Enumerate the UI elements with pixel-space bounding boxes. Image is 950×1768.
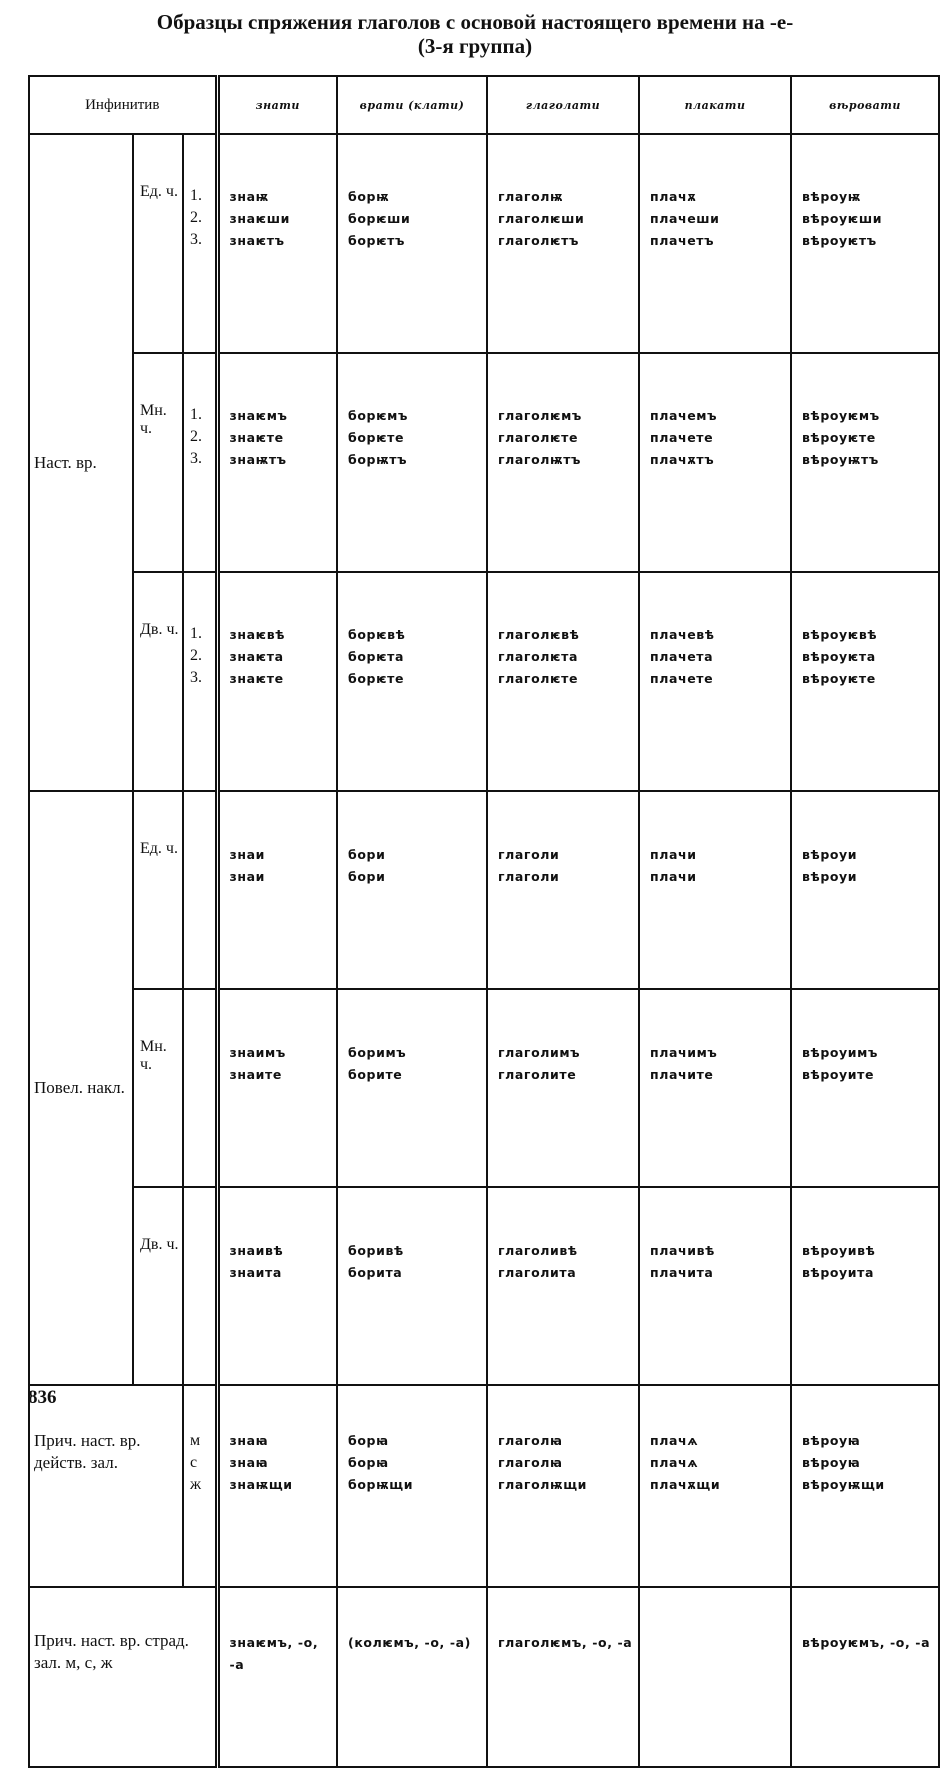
active-participle-label: Прич. наст. вр. действ. зал. — [29, 1385, 183, 1587]
imperative-dual-row — [29, 1187, 939, 1385]
form-cell: знаѥвѣ знаѥта знаѥте — [217, 572, 337, 791]
page-number: 836 — [28, 1387, 57, 1408]
infinitive-header: Инфинитив — [29, 76, 217, 134]
form-cell: вѣроуꙗ вѣроуꙗ вѣроуѭщи — [791, 1385, 939, 1587]
conjugation-table — [28, 75, 940, 1768]
page-title — [0, 10, 950, 58]
verb-header-1: знати — [217, 76, 337, 134]
form-cell: вѣроуи вѣроуи — [791, 791, 939, 989]
verb-header-4: плакати — [639, 76, 791, 134]
number-label: Дв. ч. — [133, 572, 183, 791]
form-cell: глаголꙗ глаголꙗ глаголѭщи — [487, 1385, 639, 1587]
form-cell: глаголимъ глаголите — [487, 989, 639, 1187]
imperative-label: Повел. накл. — [29, 791, 133, 1385]
form-cell: плачѧ плачѧ плачѫщи — [639, 1385, 791, 1587]
form-cell: вѣроуѥмъ вѣроуѥте вѣроуѭтъ — [791, 353, 939, 572]
title-line-2: (3-я группа) — [417, 34, 533, 58]
verb-header-5: вѣровати — [791, 76, 939, 134]
form-cell: борѭ борѥши борѥтъ — [337, 134, 487, 353]
passive-participle-row — [29, 1587, 939, 1767]
form-cell: вѣроуѥвѣ вѣроуѥта вѣроуѥте — [791, 572, 939, 791]
number-label: Ед. ч. — [133, 134, 183, 353]
form-cell: плачемъ плачете плачѫтъ — [639, 353, 791, 572]
person-labels — [183, 1187, 217, 1385]
person-labels — [183, 791, 217, 989]
form-cell: плачимъ плачите — [639, 989, 791, 1187]
number-label: Дв. ч. — [133, 1187, 183, 1385]
form-cell: боривѣ борита — [337, 1187, 487, 1385]
form-cell: знаимъ знаите — [217, 989, 337, 1187]
form-cell: глаголѥмъ, -о, -а — [487, 1587, 639, 1767]
header-row — [29, 76, 939, 134]
form-cell: борѥвѣ борѥта борѥте — [337, 572, 487, 791]
number-label: Мн. ч. — [133, 353, 183, 572]
form-cell: бори бори — [337, 791, 487, 989]
present-dual-row — [29, 572, 939, 791]
form-cell: знаѥмъ знаѥте знаѭтъ — [217, 353, 337, 572]
number-label: Мн. ч. — [133, 989, 183, 1187]
form-cell: глаголивѣ глаголита — [487, 1187, 639, 1385]
form-cell: вѣроуимъ вѣроуите — [791, 989, 939, 1187]
gender-labels: м с ж — [183, 1385, 217, 1587]
imperative-singular-row — [29, 791, 939, 989]
passive-participle-label: Прич. наст. вр. страд. зал. м, с, ж — [29, 1587, 217, 1767]
form-cell: боримъ борите — [337, 989, 487, 1187]
form-cell: знаивѣ знаита — [217, 1187, 337, 1385]
form-cell: знаи знаи — [217, 791, 337, 989]
form-cell: борꙗ борꙗ борѭщи — [337, 1385, 487, 1587]
form-cell: вѣроуѥмъ, -о, -а — [791, 1587, 939, 1767]
form-cell: глаголѭ глаголѥши глаголѥтъ — [487, 134, 639, 353]
form-cell — [639, 1587, 791, 1767]
form-cell: знаѭ знаѥши знаѥтъ — [217, 134, 337, 353]
person-labels: 1. 2. 3. — [183, 134, 217, 353]
form-cell: плачи плачи — [639, 791, 791, 989]
form-cell: плачевѣ плачета плачете — [639, 572, 791, 791]
form-cell: борѥмъ борѥте борѭтъ — [337, 353, 487, 572]
present-label: Наст. вр. — [29, 134, 133, 791]
form-cell: вѣроуѭ вѣроуѥши вѣроуѥтъ — [791, 134, 939, 353]
title-line-1: Образцы спряжения глаголов с основой настоящего времени на -е- — [156, 10, 794, 34]
form-cell: плачѫ плачеши плачетъ — [639, 134, 791, 353]
verb-header-2: врати (клати) — [337, 76, 487, 134]
person-labels: 1. 2. 3. — [183, 353, 217, 572]
imperative-plural-row — [29, 989, 939, 1187]
form-cell: плачивѣ плачита — [639, 1187, 791, 1385]
form-cell: (колѥмъ, -о, -а) — [337, 1587, 487, 1767]
form-cell: знаѥмъ, -о, -а — [217, 1587, 337, 1767]
verb-header-3: глаголати — [487, 76, 639, 134]
person-labels: 1. 2. 3. — [183, 572, 217, 791]
form-cell: глаголѥвѣ глаголѥта глаголѥте — [487, 572, 639, 791]
number-label: Ед. ч. — [133, 791, 183, 989]
form-cell: глаголѥмъ глаголѥте глаголѭтъ — [487, 353, 639, 572]
form-cell: глаголи глаголи — [487, 791, 639, 989]
present-plural-row — [29, 353, 939, 572]
person-labels — [183, 989, 217, 1187]
form-cell: вѣроуивѣ вѣроуита — [791, 1187, 939, 1385]
present-singular-row — [29, 134, 939, 353]
form-cell: знаꙗ знаꙗ знаѭщи — [217, 1385, 337, 1587]
active-participle-row — [29, 1385, 939, 1587]
